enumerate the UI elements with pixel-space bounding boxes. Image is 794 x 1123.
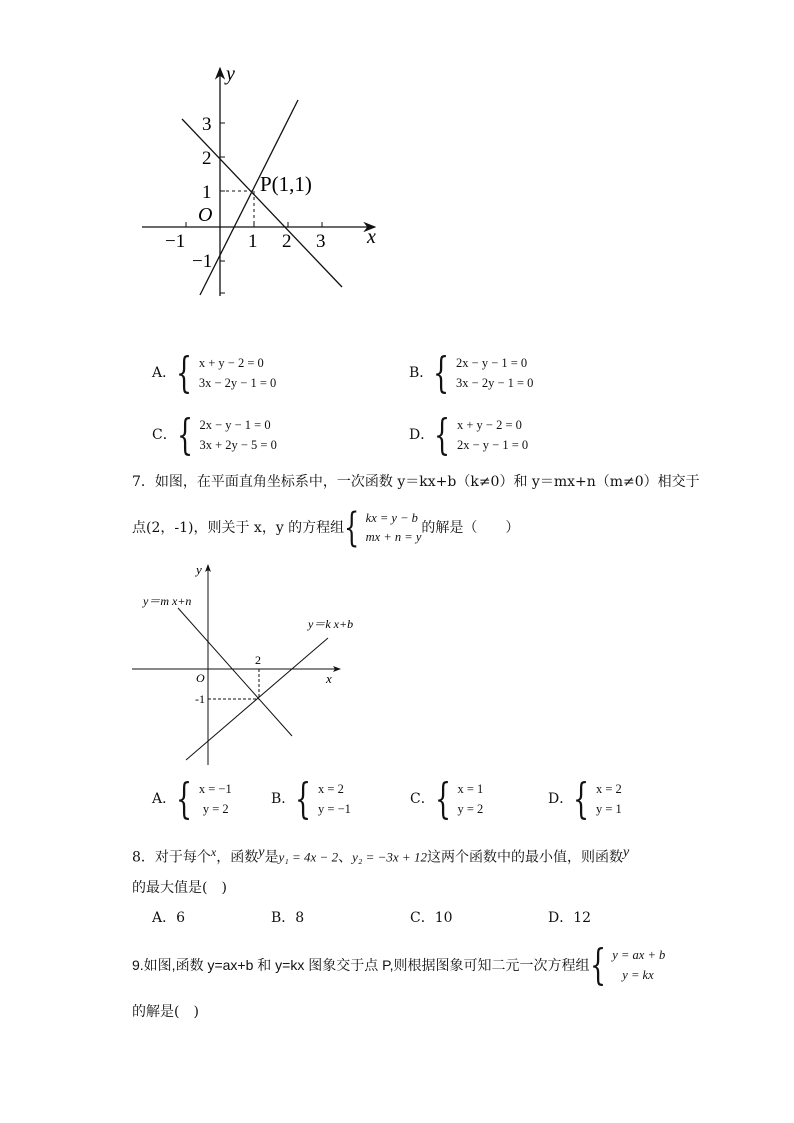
q8-text: ，函数 — [216, 849, 259, 866]
q7-text: 的解是（ ） — [421, 520, 520, 536]
q8-question-line-2: 的最大值是( ) — [132, 880, 227, 896]
brace: { — [573, 774, 590, 823]
y-tick-label: -1 — [195, 692, 205, 706]
option-label: B． — [409, 365, 434, 381]
equation: 2x − y − 1 = 0 — [456, 356, 528, 370]
y-axis-label: y — [226, 63, 235, 85]
brace: { — [589, 940, 606, 989]
q8-var: y — [258, 845, 265, 860]
q8-option-b[interactable]: B．8 — [271, 910, 305, 926]
origin-label: O — [196, 671, 205, 685]
x-tick-label: 1 — [248, 231, 258, 252]
x-axis-label: x — [367, 226, 376, 248]
line-label-mx-n: y＝m x+n — [143, 594, 192, 608]
option-label: D． — [409, 427, 435, 443]
equation: y = 2 — [202, 802, 229, 816]
brace: { — [176, 410, 193, 459]
q8-option-a[interactable]: A．6 — [152, 910, 186, 926]
option-label: A． — [152, 365, 177, 381]
figure-1-graph — [130, 60, 390, 310]
brace: { — [434, 774, 451, 823]
equation-system — [457, 779, 483, 819]
brace: { — [176, 348, 193, 397]
q8-var: y — [622, 845, 630, 860]
equation-system — [366, 509, 422, 547]
figure-2-graph — [130, 560, 370, 770]
equation: x = 1 — [457, 782, 484, 796]
q8-option-d[interactable]: D．12 — [548, 910, 592, 926]
x-tick-label: 2 — [282, 231, 292, 252]
equation: y = 1 — [595, 802, 622, 816]
q8-var: x — [210, 845, 217, 859]
equation-system — [199, 415, 276, 455]
q7-text: 点(2，-1)，则关于 x，y 的方程组 — [132, 520, 345, 536]
equation-system — [199, 779, 232, 819]
equation: x = 2 — [318, 782, 344, 796]
option-label: A． — [152, 791, 177, 807]
equation: mx + n = y — [365, 530, 422, 544]
q8-formula: y₁ = 4x − 2 — [278, 849, 339, 865]
equation: 3x − 2y − 1 = 0 — [198, 376, 277, 390]
equation: 3x + 2y − 5 = 0 — [199, 438, 277, 452]
equation: 3x − 2y − 1 = 0 — [456, 376, 534, 390]
q8-option-c[interactable]: C．10 — [410, 910, 453, 926]
equation-system — [318, 779, 351, 819]
equation: 2x − y − 1 = 0 — [456, 438, 529, 452]
q8-text: 这两个函数中的最小值，则函数 — [426, 849, 623, 866]
option-label: C． — [152, 427, 177, 443]
q8-formula: y₂ = −3x + 12 — [352, 849, 427, 865]
brace: { — [344, 505, 360, 551]
line-2x-minus-y — [200, 100, 298, 295]
y-tick-label: 2 — [202, 148, 212, 169]
q8-question-line-1 — [132, 842, 629, 868]
q7-question-line-2 — [132, 505, 520, 551]
equation: y = kx — [622, 968, 654, 982]
y-tick-label: 3 — [202, 114, 212, 135]
equation-system — [612, 945, 665, 985]
x-axis-label: x — [326, 671, 332, 686]
equation-system — [199, 353, 276, 393]
equation-system — [456, 353, 533, 393]
x-tick-label: 2 — [255, 653, 261, 667]
option-label: C． — [410, 791, 435, 807]
q9-question-line-1 — [132, 940, 666, 989]
equation: x = −1 — [198, 782, 232, 796]
equation: x = 2 — [595, 782, 622, 796]
equation: 2x − y − 1 = 0 — [199, 418, 271, 432]
y-tick-label: 1 — [202, 182, 212, 203]
x-tick-label: −1 — [165, 231, 186, 252]
equation-system — [596, 779, 622, 819]
brace: { — [434, 410, 451, 459]
q8-text: 8．对于每个 — [132, 849, 211, 866]
q9-text: 9.如图,函数 y=ax+b 和 y=kx 图象交于点 P,则根据图象可知二元一次方程组 — [132, 957, 590, 973]
equation: x + y − 2 = 0 — [198, 356, 264, 370]
equation: y = −1 — [318, 802, 351, 816]
q7-question-line-1: 7．如图，在平面直角坐标系中，一次函数 y＝kx+b（k≠0）和 y＝mx+n（m≠0）相交于 — [132, 474, 700, 490]
equation: x + y − 2 = 0 — [456, 418, 522, 432]
brace: { — [176, 774, 193, 823]
y-tick-label: −1 — [192, 251, 213, 272]
origin-label: O — [198, 204, 213, 226]
q9-question-line-2: 的解是( ) — [132, 1004, 199, 1020]
point-p-label: P(1,1) — [260, 172, 312, 196]
line-label-kx-b: y＝k x+b — [308, 617, 354, 631]
brace: { — [433, 348, 450, 397]
brace: { — [295, 774, 312, 823]
q8-text: 是 — [264, 849, 279, 866]
option-label: B． — [271, 791, 296, 807]
equation: y = ax + b — [612, 948, 666, 962]
option-label: D． — [548, 791, 574, 807]
y-axis-label: y — [196, 562, 202, 577]
x-tick-label: 3 — [316, 231, 326, 252]
equation: y = 2 — [457, 802, 484, 816]
equation: kx = y − b — [365, 511, 418, 525]
equation-system — [457, 415, 528, 455]
q8-text: 、 — [338, 849, 353, 866]
